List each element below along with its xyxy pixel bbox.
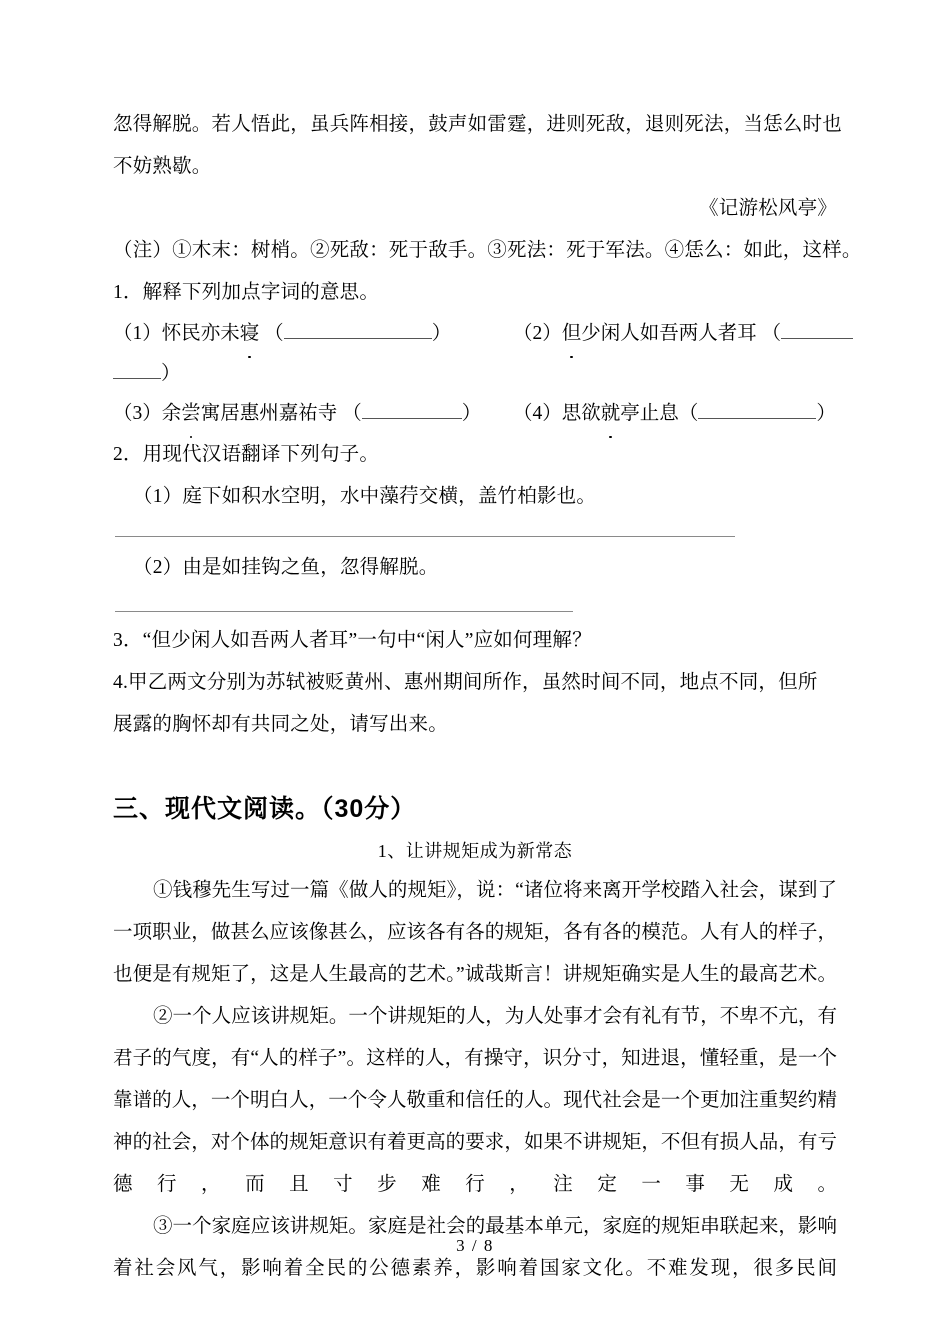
answer-blank-1[interactable] [284,323,432,339]
page-footer: 3 / 8 [456,1236,494,1255]
paren-open: （ [761,323,782,344]
passage-body-line-2: 不妨熟歇。 [113,156,212,177]
article-paragraph-1 [113,870,837,996]
article-title: 1、让讲规矩成为新常态 [377,841,573,861]
question-2-sub-1: （1）庭下如积水空明，水中藻荇交横，盖竹柏影也。 [133,486,597,507]
paren-open: （ [342,403,362,424]
paragraph-text: 钱穆先生写过一篇《做人的规矩》，说：“诸位将来离开学校踏入社会，谋到了一项职业，做甚么应该像甚么，应该各有各的规矩，各有各的模范。人有人的样子，也便是有规矩了，这是人生最高的艺术。”诚哉斯言！讲规矩确实是人生的最高艺术。 [113,880,837,985]
item-text-before: 怀民亦未 [161,323,240,344]
question-3-prompt: 3．“但少闲人如吾两人者耳”一句中“闲人”应如何理解？ [113,630,592,651]
paragraph-marker: ① [153,880,173,901]
item-text-after: 亭止息 [620,403,679,424]
paren-close: ） [816,403,836,424]
paren-open: （ [264,323,284,344]
paragraph-marker: ③ [153,1216,173,1237]
question-2-prompt: 2．用现代汉语翻译下列句子。 [113,444,380,465]
question-1-item-2-wrap [113,354,837,394]
answer-blank-3[interactable] [362,403,462,419]
item-text-before: 余 [161,403,182,424]
item-number: （2） [513,323,562,344]
item-number: （3） [113,403,162,424]
passage-body-line-1: 忽得解脱。若人悟此，虽兵阵相接，鼓声如雷霆，进则死敌，退则死法，当恁么时也 [113,114,842,135]
answer-line-q2-2[interactable] [115,611,573,612]
question-1-item-3 [113,394,513,434]
item-dotted-char: 寝 [240,314,260,354]
page-content [113,104,862,1290]
question-1-item-2 [513,323,853,344]
answer-blank-2b[interactable] [113,363,161,379]
question-1-item-4 [513,403,836,424]
question-1-items-row-2 [113,394,837,434]
item-text-after: 寓居惠州嘉祐寺 [200,403,338,424]
question-2-sub-2: （2）由是如挂钩之鱼，忽得解脱。 [133,557,439,578]
paragraph-marker: ② [153,1006,173,1027]
question-1-prompt: 1．解释下列加点字词的意思。 [113,282,380,303]
paragraph-text: 一个人应该讲规矩。一个讲规矩的人，为人处事才会有礼有节，不卑不亢，有君子的气度，有“人的样子”。这样的人，有操守，识分寸，知进退，懂轻重，是一个靠谱的人，一个明白人，一个令人敬重和信任的人。现代社会是一个更加注重契约精神的社会，对个体的规矩意识有着更高的要求，如果不讲规矩，不但有损人品，有亏德行，而且寸步难行，注定一事无成。 [113,1006,837,1195]
passage-attribution: 《记游松风亭》 [699,198,837,219]
question-1-item-1 [113,314,513,354]
paren-close: ） [461,403,482,424]
item-dotted-char: 就 [601,394,621,434]
item-number: （4） [513,403,562,424]
passage-notes: （注）①木末：树梢。②死敌：死于敌手。③死法：死于军法。④恁么：如此，这样。 [113,240,862,261]
question-4-line-2: 展露的胸怀却有共同之处，请写出来。 [113,714,448,735]
answer-line-q2-1[interactable] [115,536,735,537]
section-3-heading: 三、现代文阅读。（30分） [113,795,417,823]
item-text-before: 思欲 [561,403,601,424]
item-dotted-char: 尝 [181,394,201,434]
item-number: （1） [113,323,162,344]
answer-blank-4[interactable] [698,403,816,419]
paren-open: （ [678,403,699,424]
question-4-line-1: 4.甲乙两文分别为苏轼被贬黄州、惠州期间所作，虽然时间不同，地点不同，但所 [113,672,818,693]
paren-close: ） [431,323,452,344]
question-1-items-row-1 [113,314,837,354]
answer-blank-2a[interactable] [781,323,853,339]
item-dotted-char: 但 [562,314,582,354]
article-paragraph-2 [113,996,837,1206]
paren-close: ） [161,363,181,384]
item-text-after: 少闲人如吾两人者耳 [581,323,757,344]
paragraph-text: 一个家庭应该讲规矩。家庭是社会的最基本单元，家庭的规矩串联起来，影响着社会风气，影响着全民的公德素养，影响着国家文化。不难发现，很多民间 [113,1216,837,1279]
